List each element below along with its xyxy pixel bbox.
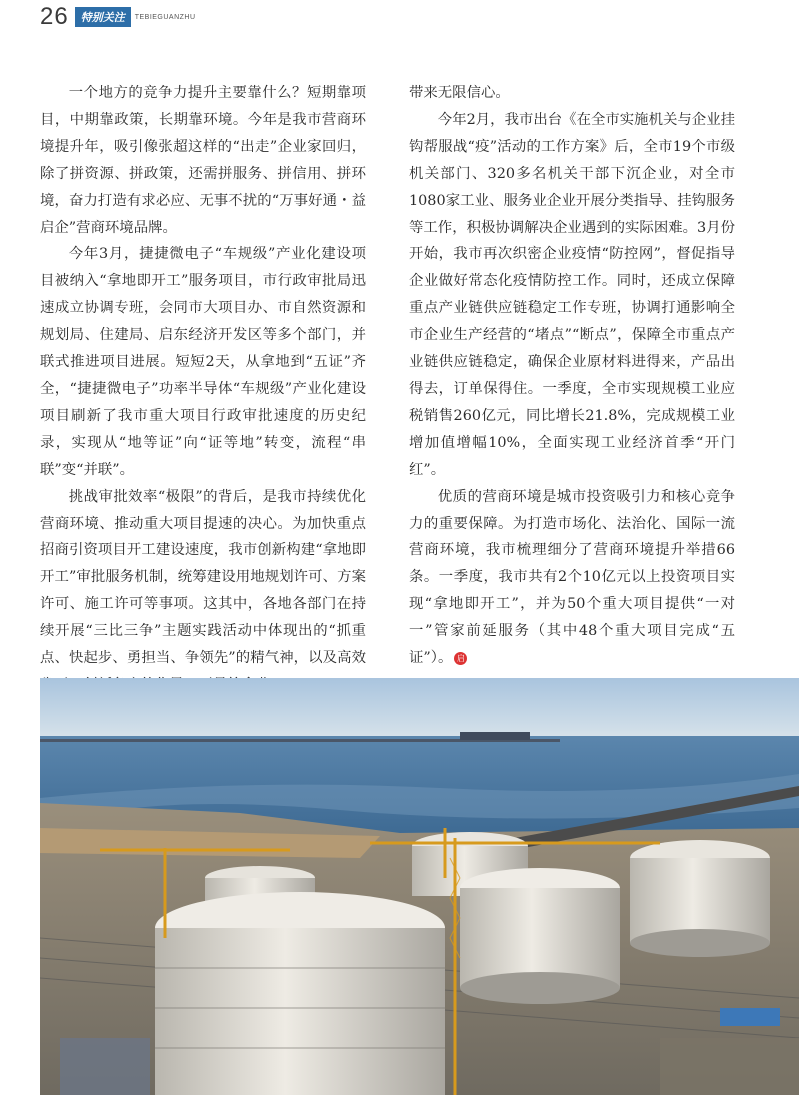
section-title: 特别关注: [75, 7, 131, 27]
page-header: [40, 4, 196, 30]
lng-storage-tanks-photo: [40, 678, 799, 1095]
section-pinyin: TEBIEGUANZHU: [134, 13, 196, 21]
paragraph: 今年3月，捷捷微电子“车规级”产业化建设项目被纳入“拿地即开工”服务项目，市行政审批局迅速成立协调专班，会同市大项目办、市自然资源和规划局、住建局、启东经济开发区等多个部门，并联式推进项目进展。短短2天，从拿地到“五证”齐全，“捷捷微电子”功率半导体“车规级”产业化建设项目刷新了我市重大项目行政审批速度的历史纪录，实现从“地等证”向“证等地”转变，流程“串联”变“并联”。: [40, 246, 366, 478]
paragraph: 今年2月，我市出台《在全市实施机关与企业挂钩帮服战“疫”活动的工作方案》后，全市19个市级机关部门、320多名机关干部下沉企业，对全市1080家工业、服务业企业开展分类指导、挂钩服务等工作，积极协调解决企业遇到的实际困难。3月份开始，我市再次织密企业疫情“防控网”，督促指导企业做好常态化疫情防控工作。同时，还成立保障重点产业链供应链稳定工作专班，协调打通影响全市企业生产经营的“堵点”“断点”，保障全市重点产业链供应链稳定，确保企业原材料进得来，产品出得去，订单保得住。一季度，全市实现规模工业应税销售260亿元，同比增长21.8%，完成规模工业增加值增幅10%，全面实现工业经济首季“开门红”。: [409, 111, 735, 478]
paragraph: 一个地方的竞争力提升主要靠什么？短期靠项目，中期靠政策，长期靠环境。今年是我市营商环境提升年，吸引像张超这样的“出走”企业家回归，除了拼资源、拼政策，还需拼服务、拼信用、拼环境，奋力打造有求必应、无事不扰的“万事好通・益启企”营商环境品牌。: [40, 85, 366, 236]
end-mark-icon: 启: [454, 652, 467, 665]
page-number: 26: [40, 3, 69, 30]
article-column-right: [409, 80, 735, 701]
paragraph: 挑战审批效率“极限”的背后，是我市持续优化营商环境、推动重大项目提速的决心。为加快重点招商引资项目开工建设速度，我市创新构建“拿地即开工”审批服务机制，统筹建设用地规划许可、方案许可、施工许可等事项。这其中，各地各部门在持续开展“三比三争”主题实践活动中体现出的“抓重点、快起步、勇担当、争领先”的精气神，以及高效: [40, 488, 366, 667]
paragraph-continuation: 带来无限信心。: [409, 85, 510, 101]
article-column-left: [40, 80, 366, 699]
paragraph: [409, 484, 735, 672]
paragraph-text: 优质的营商环境是城市投资吸引力和核心竞争力的重要保障。为打造市场化、法治化、国际一流营商环境，我市梳理细分了营商环境提升举措66条。一季度，我市共有2个10亿元以上投资项目实现“拿地即开工”，并为50个重大项目提供“一对一”管家前延服务（其中48个重大项目完成“五证”）。: [409, 488, 735, 667]
